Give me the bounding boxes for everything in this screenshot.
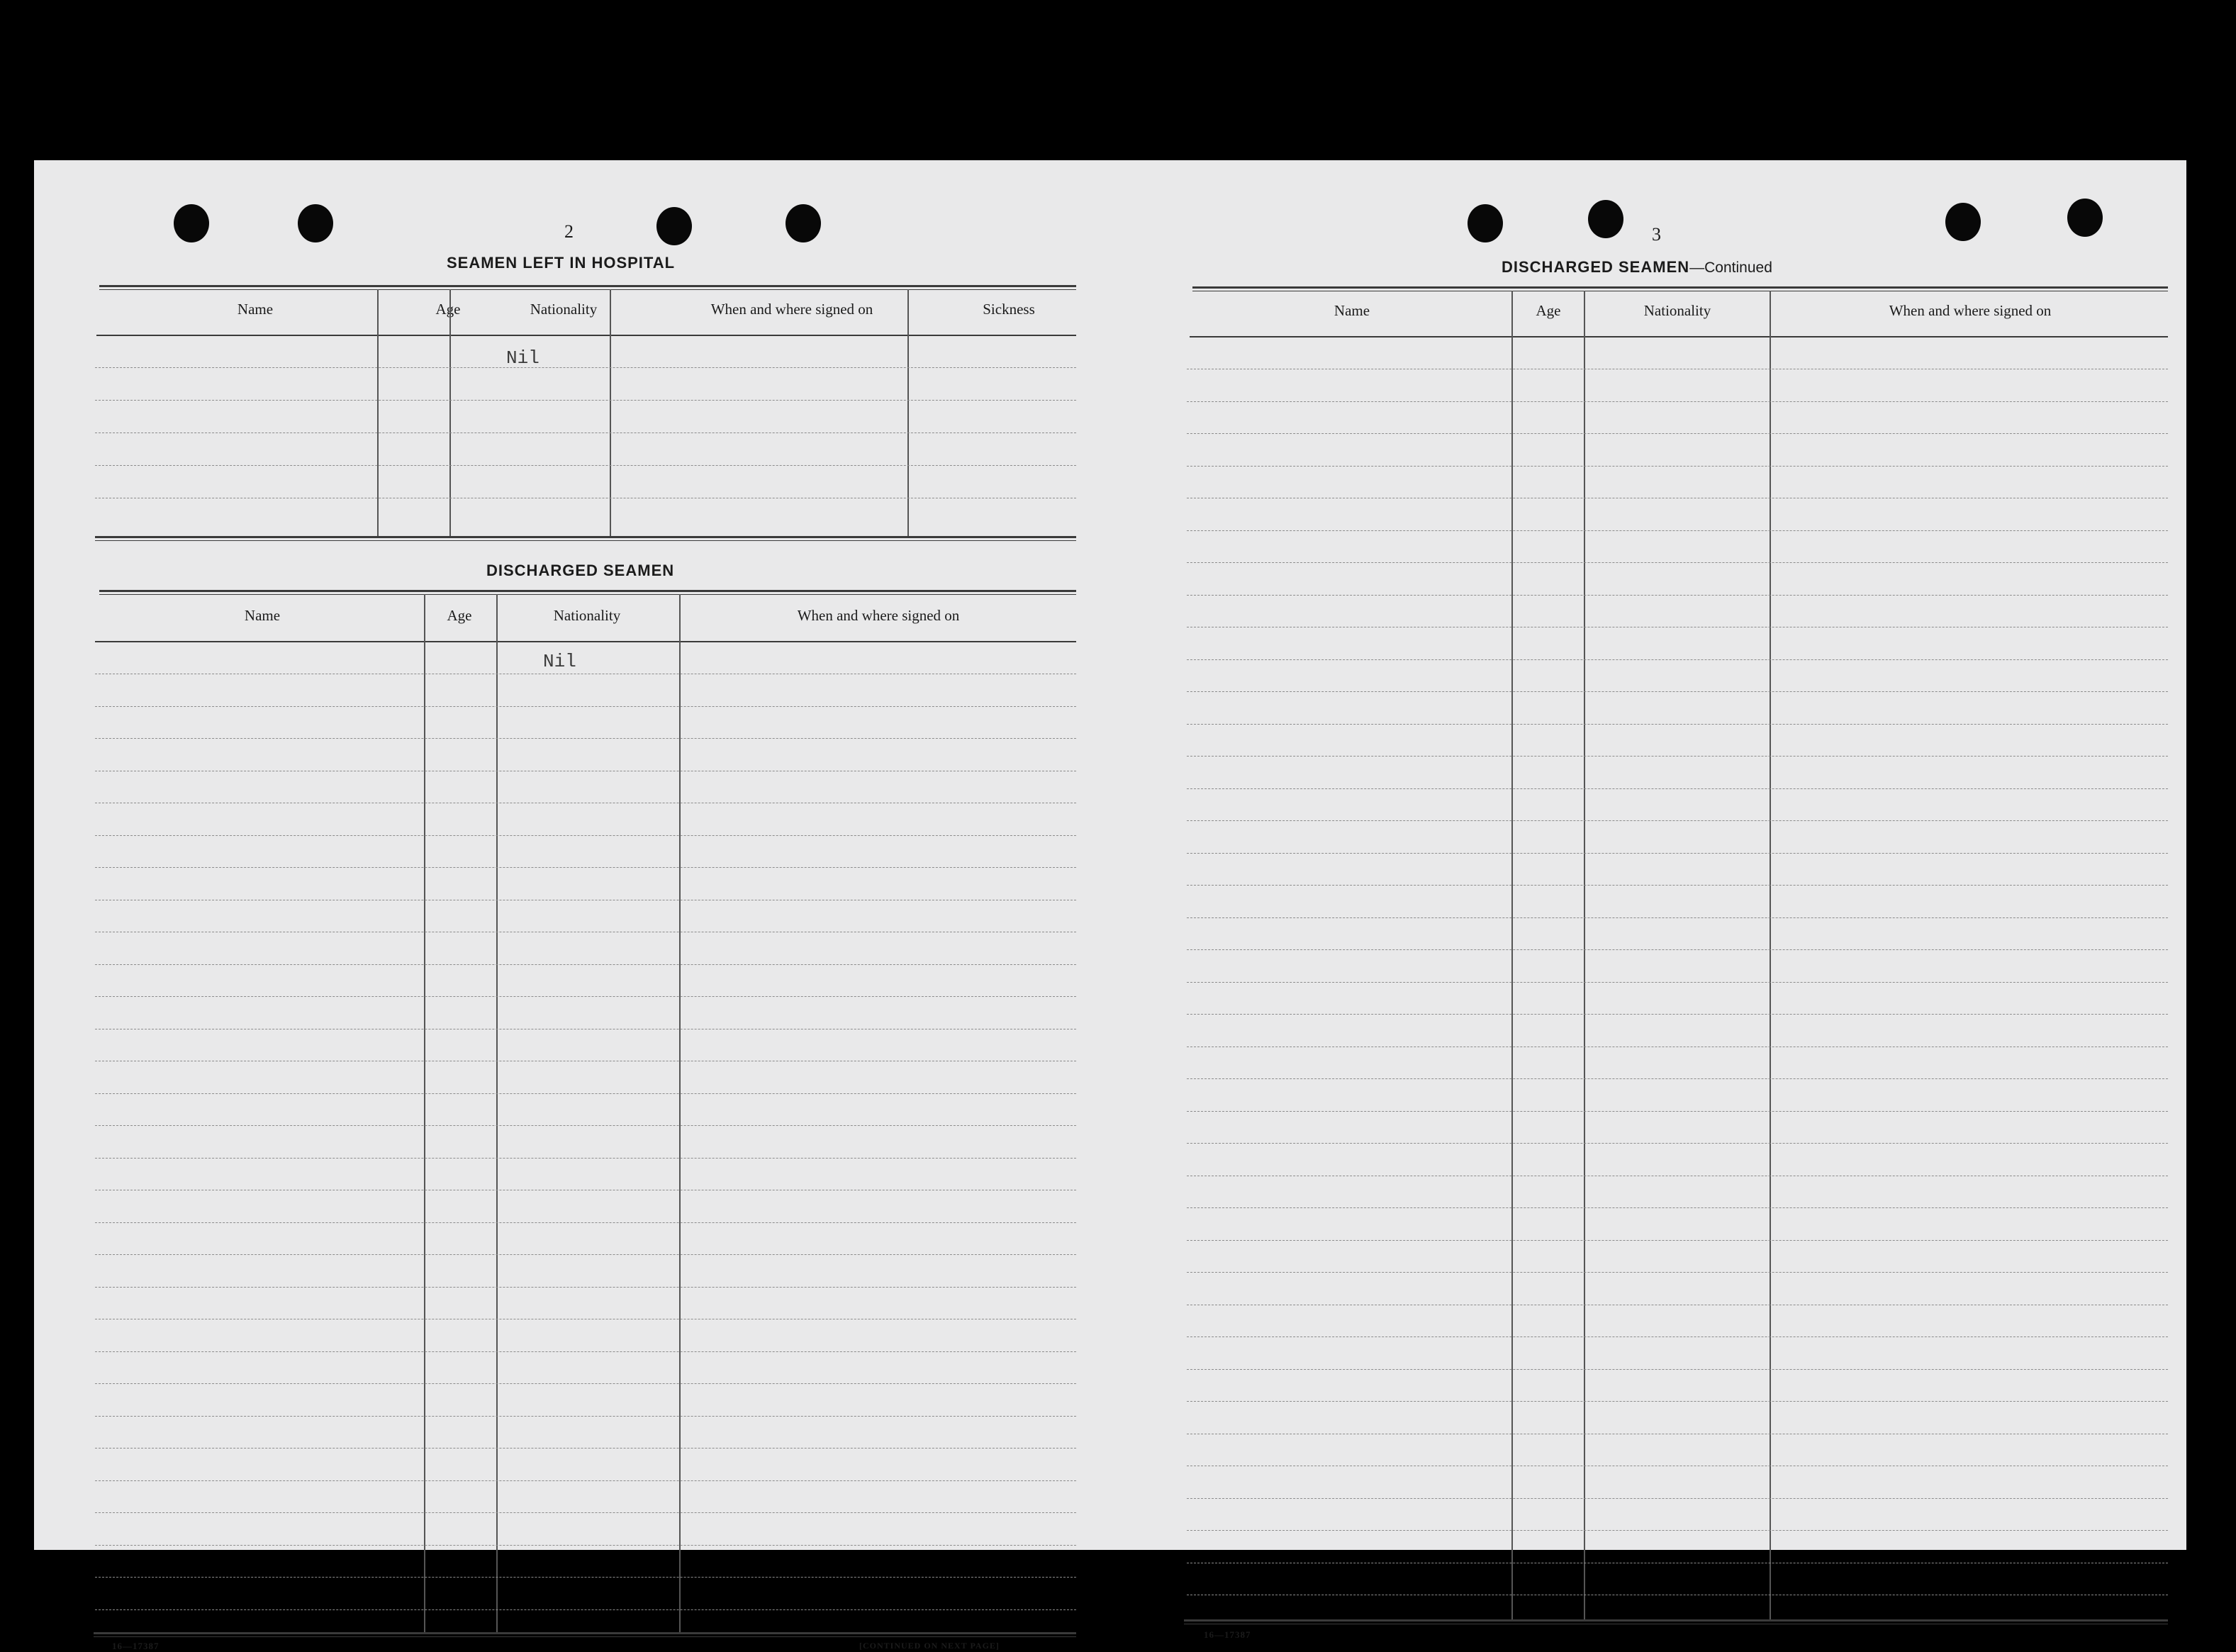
column-header-age: Age (1536, 302, 1561, 319)
row-line (1187, 788, 2168, 789)
column-divider (610, 289, 611, 537)
punch-hole (1588, 200, 1623, 238)
row-line (95, 1125, 1076, 1126)
row-line (95, 867, 1076, 868)
column-divider (424, 594, 425, 1634)
row-line (95, 1480, 1076, 1481)
row-line (1187, 724, 2168, 725)
table-bottom-rule (94, 1632, 1076, 1634)
column-divider (1511, 291, 1513, 1619)
form-number: 16—17387 (112, 1641, 160, 1651)
row-line (1187, 562, 2168, 563)
punch-hole (1468, 204, 1503, 242)
row-line (1187, 756, 2168, 757)
column-header-name: Name (244, 607, 281, 624)
row-line (1187, 1240, 2168, 1241)
column-divider (907, 289, 909, 537)
table-bottom-rule (1184, 1619, 2168, 1622)
punch-hole (2067, 199, 2103, 237)
row-line (95, 1383, 1076, 1384)
punch-hole (174, 204, 209, 242)
row-line (95, 835, 1076, 836)
row-line (95, 367, 1076, 368)
column-divider (1584, 291, 1585, 1619)
row-line (95, 1287, 1076, 1288)
column-divider (449, 289, 451, 537)
row-line (1187, 949, 2168, 950)
row-line (95, 1416, 1076, 1417)
row-line (1187, 433, 2168, 434)
row-line (95, 1254, 1076, 1255)
row-line (1187, 1369, 2168, 1370)
row-line (1187, 691, 2168, 692)
row-line (95, 964, 1076, 965)
row-line (1187, 982, 2168, 983)
row-line (95, 1158, 1076, 1159)
table-top-rule (1192, 286, 2168, 289)
row-line (1187, 820, 2168, 821)
column-divider (679, 594, 681, 1634)
section-title (1502, 258, 1772, 277)
row-line (95, 1351, 1076, 1352)
section-title: DISCHARGED SEAMEN (486, 562, 675, 579)
table-top-rule (99, 590, 1076, 592)
row-line (95, 1093, 1076, 1094)
header-rule (96, 335, 1076, 336)
row-line (95, 1609, 1076, 1610)
row-line (1187, 659, 2168, 660)
row-line (95, 1545, 1076, 1546)
row-line (1187, 853, 2168, 854)
row-line (95, 400, 1076, 401)
row-line (1187, 1272, 2168, 1273)
table-top-rule (99, 285, 1076, 287)
header-rule (95, 641, 1076, 642)
column-header-signed-on: When and where signed on (710, 301, 873, 318)
punch-hole (656, 207, 692, 245)
row-line (1187, 917, 2168, 918)
row-line (1187, 466, 2168, 467)
column-divider (377, 289, 379, 537)
row-line (1187, 530, 2168, 531)
section-title: SEAMEN LEFT IN HOSPITAL (447, 254, 676, 272)
column-header-nationality: Nationality (553, 607, 621, 624)
section-title-text: DISCHARGED SEAMEN (1502, 258, 1690, 276)
punch-hole (298, 204, 333, 242)
column-header-signed-on: When and where signed on (797, 607, 960, 624)
row-line (1187, 1336, 2168, 1337)
typed-entry: Nil (506, 347, 540, 369)
column-divider (1770, 291, 1771, 1619)
row-line (1187, 1014, 2168, 1015)
row-line (95, 1222, 1076, 1223)
row-line (95, 996, 1076, 997)
section-title-suffix: —Continued (1689, 259, 1772, 276)
row-line (95, 432, 1076, 433)
row-line (1187, 1207, 2168, 1208)
column-header-sickness: Sickness (983, 301, 1035, 318)
form-sheet (34, 160, 2186, 1651)
punch-hole (1945, 203, 1981, 241)
punch-hole (786, 204, 821, 242)
row-line (1187, 1143, 2168, 1144)
row-line (95, 465, 1076, 466)
row-line (95, 1577, 1076, 1578)
row-line (1187, 595, 2168, 596)
row-line (1187, 1530, 2168, 1531)
row-line (1187, 885, 2168, 886)
row-line (95, 706, 1076, 707)
continued-note: [CONTINUED ON NEXT PAGE] (859, 1641, 1000, 1651)
page-number: 3 (1652, 224, 1661, 245)
header-rule (1190, 336, 2168, 337)
column-header-name: Name (237, 301, 274, 318)
column-header-nationality: Nationality (1643, 302, 1711, 319)
row-line (95, 1512, 1076, 1513)
column-header-name: Name (1334, 302, 1370, 319)
form-number: 16—17387 (1204, 1629, 1251, 1640)
row-line (95, 1448, 1076, 1449)
column-header-age: Age (435, 301, 461, 318)
column-header-signed-on: When and where signed on (1889, 302, 2052, 319)
row-line (1187, 401, 2168, 402)
typed-entry: Nil (543, 651, 576, 672)
page-number: 2 (564, 221, 574, 242)
row-line (1187, 1111, 2168, 1112)
column-header-age: Age (447, 607, 472, 624)
column-header-nationality: Nationality (530, 301, 598, 318)
row-line (1187, 1078, 2168, 1079)
column-divider (496, 594, 498, 1634)
table-bottom-rule (95, 536, 1076, 538)
row-line (1187, 1401, 2168, 1402)
row-line (1187, 1498, 2168, 1499)
row-line (95, 738, 1076, 739)
